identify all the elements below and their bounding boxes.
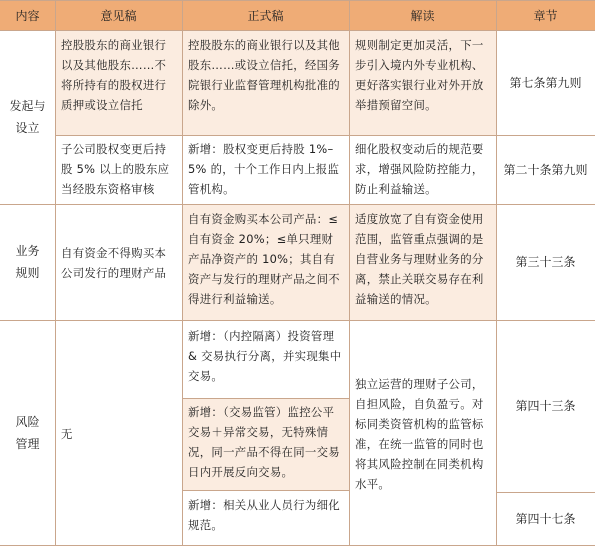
rule (496, 492, 595, 493)
draft-text: 自有资金不得购买本公司发行的理财产品 (61, 245, 167, 280)
final-cell: 新增：（内控隔离）投资管理 & 交易执行分离，并实现集中交易。 (188, 329, 342, 383)
header-chapter: 章节 (496, 0, 595, 30)
rule (182, 0, 183, 546)
header-interpretation: 解读 (349, 0, 496, 30)
rule (182, 398, 349, 399)
draft-cell (55, 320, 182, 546)
interpretation-cell (349, 320, 496, 546)
category-risk-management: 风险 管理 (15, 415, 40, 451)
rule (496, 0, 497, 546)
final-cell: 自有资金购买本公司产品：≤自有资金 20%；≤单只理财产品净资产的 10%；其自有资产与发行的理财产品之间不得进行利益输送。 (188, 212, 340, 306)
rule (0, 0, 595, 1)
interpretation-cell: 细化股权变动后的规范要求，增强风险防控能力，防止利益输送。 (355, 142, 484, 196)
header-final: 正式稿 (182, 0, 349, 30)
rule (55, 135, 595, 136)
category-establishment: 发起与 设立 (9, 99, 46, 135)
final-cell: 新增：（交易监管）监控公平交易＋异常交易，无特殊情况，同一产品不得在同一交易日内开展反向交易。 (188, 405, 340, 479)
interpretation-cell: 规则制定更加灵活，下一步引入境内外专业机构、更好落实银行业对外开放举措预留空间。 (355, 38, 484, 112)
chapter-cell: 第四十七条 (515, 512, 576, 526)
rule (349, 0, 350, 546)
rule (55, 0, 56, 546)
chapter-cell: 第七条第九则 (509, 75, 582, 90)
final-cell: 控股股东的商业银行以及其他股东……或设立信托，经国务院银行业监督管理机构批准的除外。 (188, 38, 340, 112)
header-content: 内容 (0, 0, 55, 30)
draft-cell: 子公司股权变更后持股 5% 以上的股东应当经股东资格审核 (61, 142, 170, 196)
rule (0, 204, 595, 205)
chapter-cell: 第三十三条 (515, 255, 576, 269)
draft-cell (55, 204, 182, 320)
chapter-cell: 第四十三条 (515, 399, 576, 413)
interpretation-text: 独立运营的理财子公司，自担风险，自负盈亏。对标同类资管机构的监管标准，在统一监管的同时也将其风险控制在同类机构水平。 (355, 376, 484, 491)
interpretation-cell: 适度放宽了自有资金使用范围，监管重点强调的是自营业务与理财业务的分离，禁止关联交易存在利益输送的情况。 (355, 212, 484, 306)
rule (0, 320, 595, 321)
final-cell: 新增：相关从业人员行为细化规范。 (188, 498, 340, 532)
rule (0, 30, 595, 31)
draft-text: 无 (61, 426, 73, 441)
chapter-cell: 第二十条第九则 (503, 162, 588, 177)
final-cell: 新增：股权变更后持股 1%–5% 的，十个工作日内上报监管机构。 (188, 142, 340, 196)
category-business-rules: 业务 规则 (15, 244, 40, 280)
rule (182, 490, 349, 491)
header-draft: 意见稿 (55, 0, 182, 30)
draft-cell: 控股股东的商业银行以及其他股东……不将所持有的股权进行质押或设立信托 (61, 38, 167, 112)
